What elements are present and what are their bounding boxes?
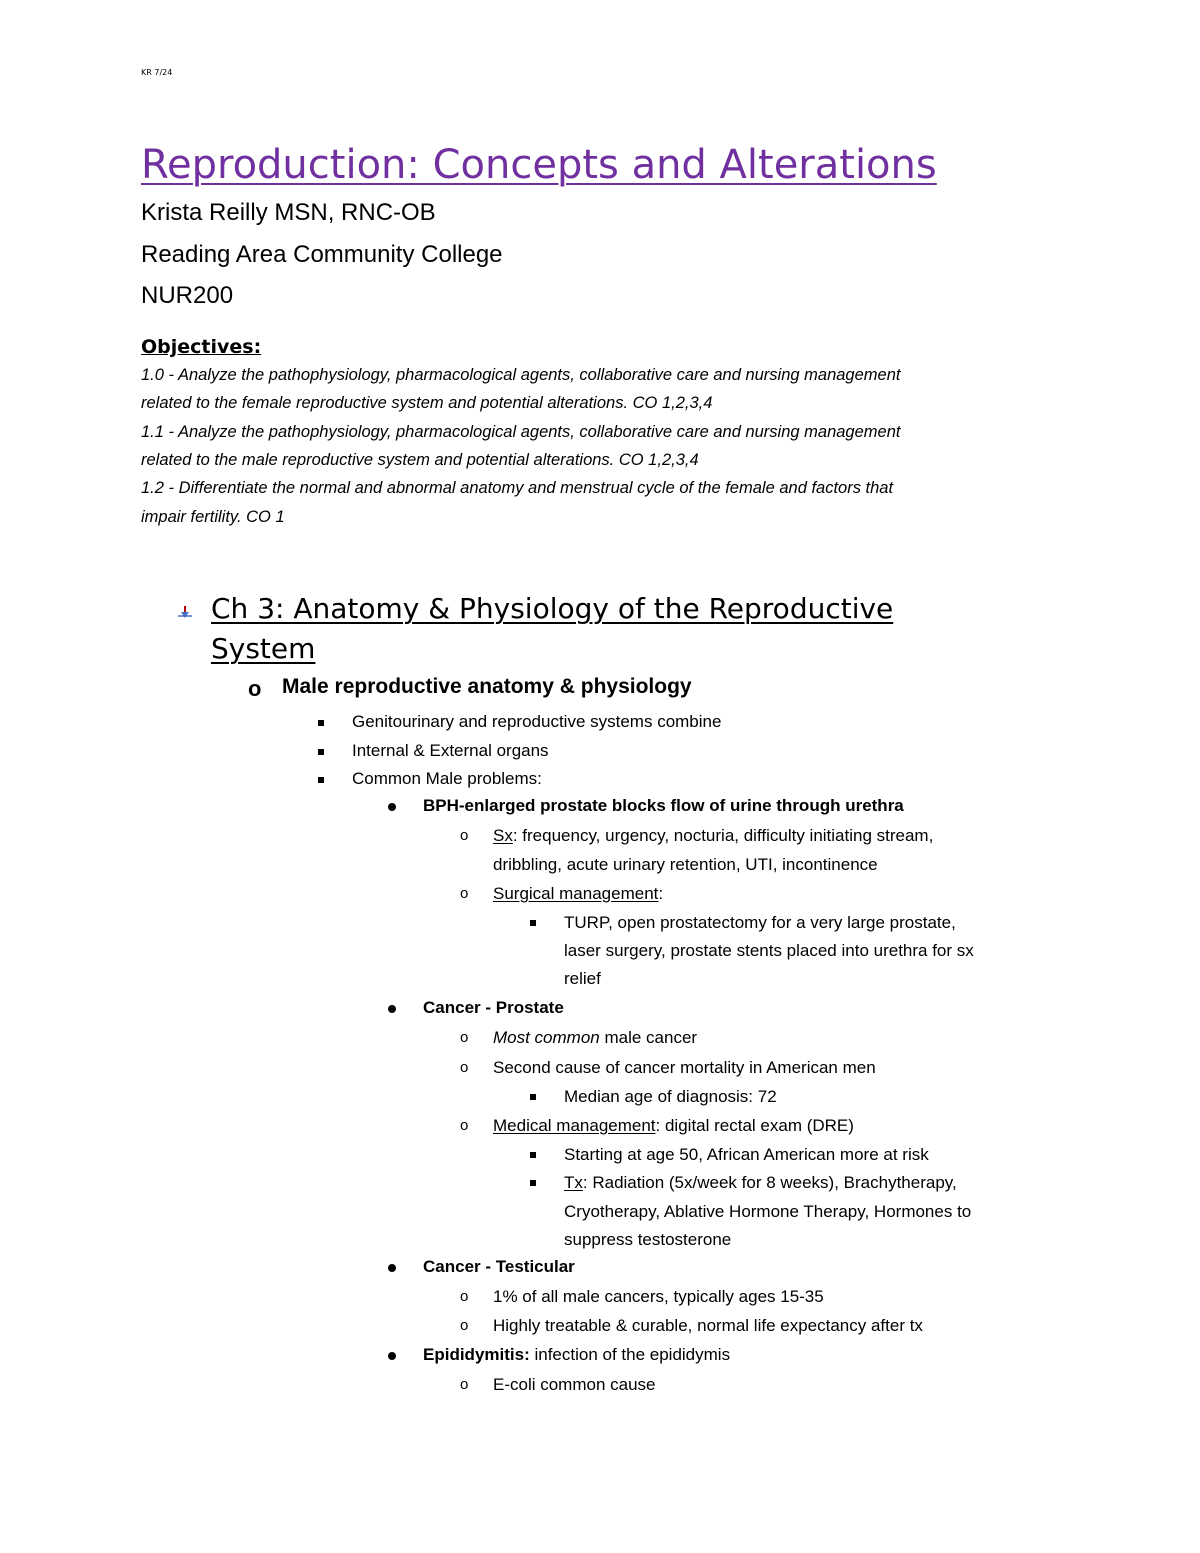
circle-bullet-icon: o [460,1029,469,1046]
circle-bullet-icon: o [460,885,469,902]
list-item [493,1028,697,1048]
list-item [493,826,933,846]
list-item: Common Male problems: [352,769,542,788]
list-item-cont: laser surgery, prostate stents placed into urethra for sx [564,941,974,960]
objective-line: 1.0 - Analyze the pathophysiology, pharmacological agents, collaborative care and nursing management [141,366,901,384]
surgical-colon: : [658,884,664,903]
square-bullet-icon [318,720,324,726]
list-item [564,1173,957,1193]
circle-bullet-icon: o [460,1317,469,1334]
objective-line: 1.1 - Analyze the pathophysiology, pharmacological agents, collaborative care and nursing management [141,423,901,441]
surgical-label: Surgical management [493,884,659,903]
circle-bullet-icon: o [460,827,469,844]
square-bullet-icon [530,920,536,926]
header-initials: KR 7/24 [141,68,173,77]
epididymitis-label: Epididymitis: [423,1345,530,1364]
tx-label: Tx [564,1173,583,1192]
square-bullet-icon [318,749,324,755]
list-item [423,1345,730,1365]
most-common-rest: male cancer [599,1028,698,1047]
list-item: Highly treatable & curable, normal life expectancy after tx [493,1316,923,1335]
objective-line: impair fertility. CO 1 [141,508,285,526]
circle-bullet-icon: o [460,1288,469,1305]
list-item: Genitourinary and reproductive systems combine [352,712,722,731]
dot-bullet-icon [388,1005,396,1013]
circle-bullet-icon: o [460,1117,469,1134]
square-bullet-icon [530,1180,536,1186]
list-item: TURP, open prostatectomy for a very large prostate, [564,913,956,932]
most-common-emphasis: Most common [493,1028,600,1047]
list-item: Starting at age 50, African American more at risk [564,1145,929,1164]
list-item-cont: relief [564,969,601,988]
square-bullet-icon [318,777,324,783]
medical-management-text: : digital rectal exam (DRE) [655,1116,854,1135]
list-item: Second cause of cancer mortality in American men [493,1058,876,1077]
list-item [493,1116,854,1136]
arrow-bullet-icon [176,604,194,622]
circle-bullet-icon: o [460,1059,469,1076]
sx-label: Sx [493,826,513,845]
institution: Reading Area Community College [141,241,503,268]
objective-line: 1.2 - Differentiate the normal and abnormal anatomy and menstrual cycle of the female and factors that [141,479,894,497]
list-item-cont: dribbling, acute urinary retention, UTI, incontinence [493,855,878,874]
bph-heading: BPH-enlarged prostate blocks flow of urine through urethra [423,796,904,815]
objectives-heading: Objectives: [141,336,262,358]
dot-bullet-icon [388,1352,396,1360]
sx-text: : frequency, urgency, nocturia, difficulty initiating stream, [512,826,934,845]
list-item: 1% of all male cancers, typically ages 15-35 [493,1287,824,1306]
page-title: Reproduction: Concepts and Alterations [141,142,937,188]
objective-line: related to the female reproductive system and potential alterations. CO 1,2,3,4 [141,394,713,412]
tx-text: : Radiation (5x/week for 8 weeks), Brachytherapy, [582,1173,957,1192]
chapter-heading: Ch 3: Anatomy & Physiology of the Reproductive [211,592,894,625]
course-code: NUR200 [141,282,234,309]
prostate-heading: Cancer - Prostate [423,998,564,1017]
square-bullet-icon [530,1094,536,1100]
chapter-heading-cont: System [211,632,316,665]
dot-bullet-icon [388,803,396,811]
epididymitis-text: infection of the epididymis [529,1345,731,1364]
list-item: Internal & External organs [352,741,549,760]
objective-line: related to the male reproductive system and potential alterations. CO 1,2,3,4 [141,451,699,469]
medical-management-label: Medical management [493,1116,656,1135]
square-bullet-icon [530,1152,536,1158]
section-marker: o [248,676,262,701]
testicular-heading: Cancer - Testicular [423,1257,575,1276]
list-item-cont: Cryotherapy, Ablative Hormone Therapy, Hormones to [564,1202,972,1221]
list-item [493,884,663,904]
list-item: E-coli common cause [493,1375,656,1394]
author: Krista Reilly MSN, RNC-OB [141,199,436,226]
list-item-cont: suppress testosterone [564,1230,732,1249]
circle-bullet-icon: o [460,1376,469,1393]
list-item: Median age of diagnosis: 72 [564,1087,777,1106]
dot-bullet-icon [388,1264,396,1272]
section-heading: Male reproductive anatomy & physiology [282,675,692,698]
